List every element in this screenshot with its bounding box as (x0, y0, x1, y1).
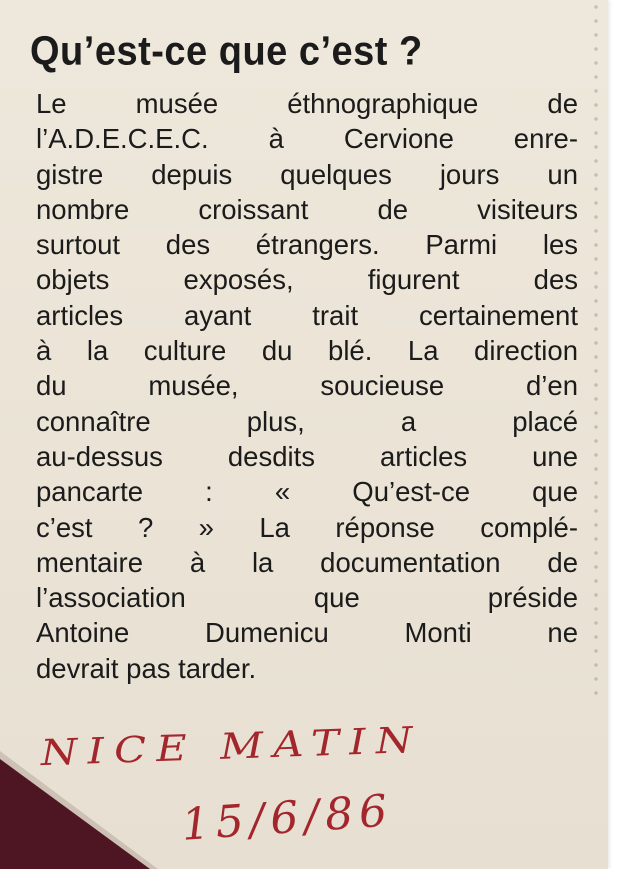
body-line: surtout des étrangers. Parmi les (36, 229, 578, 261)
article-body (30, 86, 578, 686)
article (30, 28, 578, 686)
body-line: articles ayant trait certainement (36, 299, 578, 331)
body-line: objets exposés, figurent des (36, 264, 578, 296)
body-line: l’A.D.E.C.E.C. à Cervione enre- (36, 123, 578, 155)
body-line: devrait pas tarder. (36, 652, 257, 684)
body-line: à la culture du blé. La direction (36, 335, 578, 367)
handwritten-source: NICE MATIN (40, 718, 424, 774)
body-line: nombre croissant de visiteurs (36, 193, 578, 225)
body-line: c’est ? » La réponse complé- (36, 511, 578, 543)
body-line: pancarte : « Qu’est-ce que (36, 476, 578, 508)
body-line: du musée, soucieuse d’en (36, 370, 578, 402)
article-headline: Qu’est-ce que c’est ? (30, 29, 423, 75)
body-line: Le musée éthnographique de (36, 88, 578, 119)
perforated-edge (590, 0, 602, 700)
corner-background (0, 759, 150, 869)
body-line: gistre depuis quelques jours un (36, 158, 578, 190)
body-line: au-dessus desdits articles une (36, 440, 578, 472)
body-line: connaître plus, a placé (36, 405, 578, 437)
handwritten-date: 15/6/86 (180, 785, 395, 851)
body-line: l’association que préside (36, 582, 578, 614)
body-line: mentaire à la documentation de (36, 546, 578, 578)
body-line: Antoine Dumenicu Monti ne (36, 617, 578, 649)
